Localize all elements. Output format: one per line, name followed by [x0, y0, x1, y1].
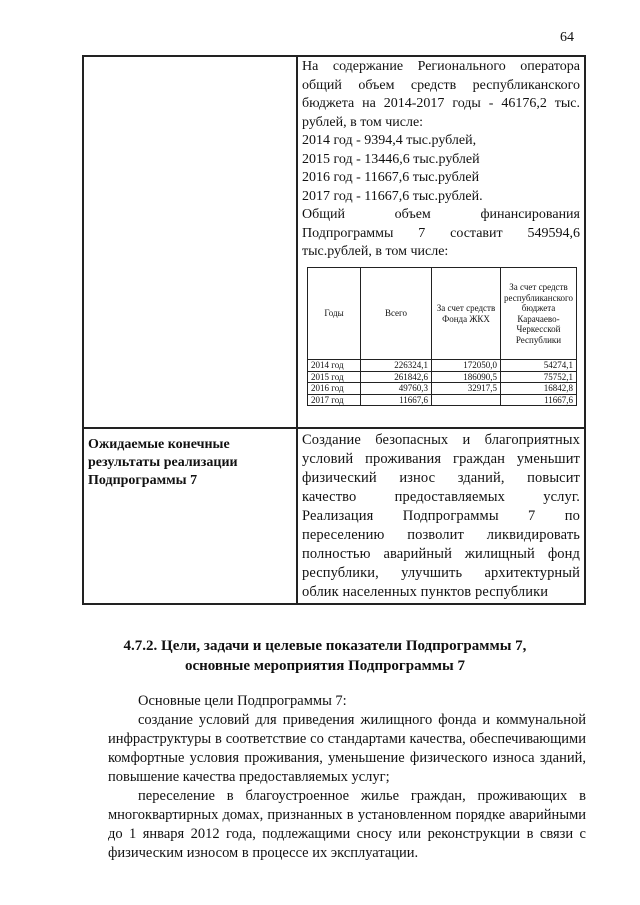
total-financing-paragraph: Общий объем финансирования Подпрограммы 7 составит 549594,6 тыс.рублей, в том числе:: [302, 207, 580, 259]
expected-results-label: Ожидаемые конечные результаты реализации Подпрограммы 7: [88, 437, 238, 488]
expected-results-text: Создание безопасных и благоприятных условий проживания граждан уменьшит физический износ зданий, повысит качество предоставляемых услуг. Реализация Подпрограммы 7 по переселению позволит ликвидировать полностью аварийный жилищный фонд республики, улучшить архитектурный облик населенных пунктов республики: [302, 432, 580, 600]
financing-description: [302, 58, 580, 262]
cell-republic: 75752,1: [501, 371, 577, 383]
year-line: 2017 год - 11667,6 тыс.рублей.: [302, 188, 483, 204]
cell-total: 226324,1: [361, 360, 432, 372]
table-row: [308, 371, 577, 383]
cell-fund: 32917,5: [432, 383, 501, 395]
header-year: Годы: [308, 268, 361, 360]
cell-fund: 186090,5: [432, 371, 501, 383]
section-heading: 4.7.2. Цели, задачи и целевые показатели Подпрограммы 7, основные мероприятия Подпрограммы 7: [123, 638, 527, 674]
cell-total: 49760,3: [361, 383, 432, 395]
table-row: [308, 394, 577, 406]
cell-total: 11667,6: [361, 394, 432, 406]
cell-year: 2017 год: [308, 394, 361, 406]
header-republic: За счет средств республиканского бюджета Карачаево-Черкесской Республики: [501, 268, 577, 360]
table-row: [308, 383, 577, 395]
header-fund: За счет средств Фонда ЖКХ: [432, 268, 501, 360]
cell-republic: 16842,8: [501, 383, 577, 395]
cell-republic: 54274,1: [501, 360, 577, 372]
cell-year: 2016 год: [308, 383, 361, 395]
cell-fund: 172050,0: [432, 360, 501, 372]
header-total: Всего: [361, 268, 432, 360]
cell-total: 261842,6: [361, 371, 432, 383]
year-line: 2014 год - 9394,4 тыс.рублей,: [302, 133, 477, 148]
goals-intro: Основные цели Подпрограммы 7:: [138, 693, 347, 709]
table-row: [308, 360, 577, 372]
cell-year: 2015 год: [308, 371, 361, 383]
page-number: 64: [560, 30, 574, 45]
year-line: 2015 год - 13446,6 тыс.рублей: [302, 151, 480, 167]
cell-fund: [432, 394, 501, 406]
regional-operator-paragraph: На содержание Регионального оператора общий объем средств республиканского бюджета на 2014-2017 годы - 46176,2 тыс. рублей, в том числе:: [302, 59, 580, 130]
section-body: [108, 692, 586, 863]
goal-paragraph: переселение в благоустроенное жилье граждан, проживающих в многоквартирных домах, признанных в установленном порядке аварийными до 1 января 2012 года, подлежащими сносу или реконструкции в связи с физическим износом в процессе их эксплуатации.: [108, 788, 586, 861]
financing-table: [307, 267, 577, 406]
cell-year: 2014 год: [308, 360, 361, 372]
year-line: 2016 год - 11667,6 тыс.рублей: [302, 170, 480, 185]
cell-republic: 11667,6: [501, 394, 577, 406]
goal-paragraph: создание условий для приведения жилищного фонда и коммунальной инфраструктуры в соответствие со стандартами качества, обеспечивающими комфортные условия проживания, уменьшение физического износа зданий, повышение качества предоставляемых услуг;: [108, 712, 586, 785]
